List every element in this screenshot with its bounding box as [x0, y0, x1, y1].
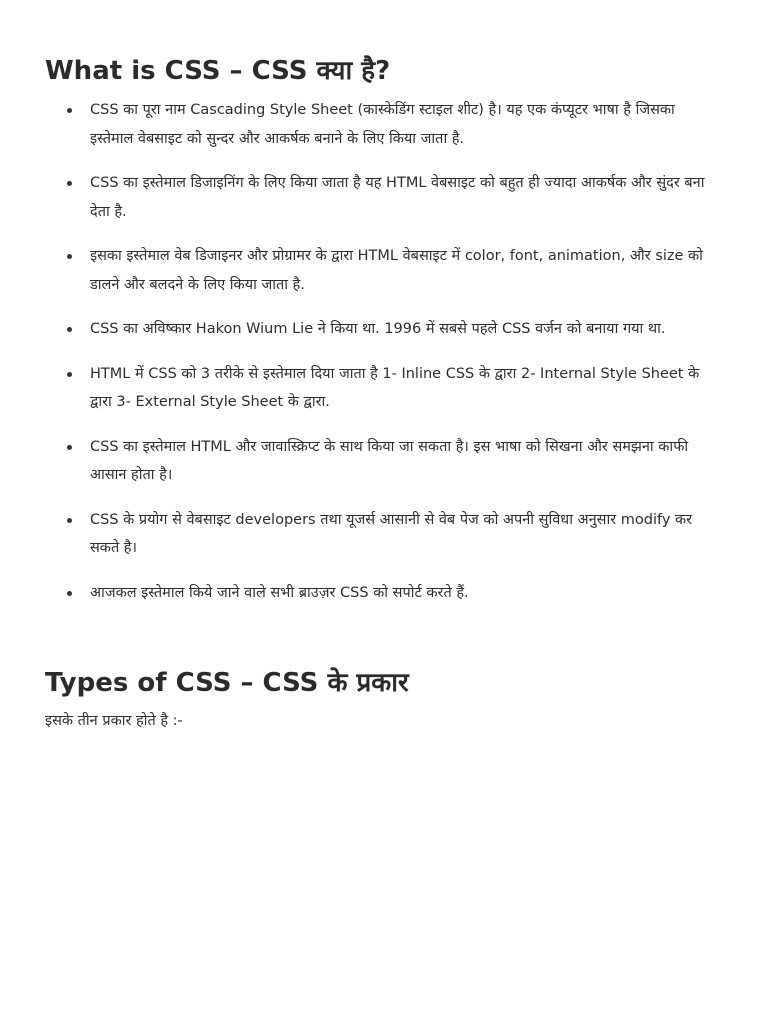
list-item	[0, 360, 768, 417]
list-item-text: CSS का पूरा नाम Cascading Style Sheet (कास्केडिंग स्टाइल शीट) है। यह एक कंप्यूटर भाषा है जिसका इस्तेमाल वेबसाइट को सुन्दर और आकर्षक बनाने के लिए किया जाता है.	[90, 102, 675, 147]
list-item-text: आजकल इस्तेमाल किये जाने वाले सभी ब्राउज़र CSS को सपोर्ट करते हैं.	[90, 584, 469, 601]
bullet-dot-icon	[67, 108, 72, 113]
bullet-dot-icon	[67, 181, 72, 186]
bullet-dot-icon	[67, 372, 72, 377]
bullet-dot-icon	[67, 591, 72, 596]
list-item	[0, 315, 768, 344]
list-item-text: इसका इस्तेमाल वेब डिजाइनर और प्रोग्रामर के द्वारा HTML वेबसाइट में color, font, animation, और size को डालने और बलदने के लिए किया जाता है.	[90, 248, 703, 293]
section-heading-what-is-css: What is CSS – CSS क्या है?	[45, 56, 391, 86]
bullet-dot-icon	[67, 254, 72, 259]
bullet-dot-icon	[67, 327, 72, 332]
css-facts-list	[0, 96, 768, 623]
list-item	[0, 242, 768, 299]
types-intro-text: इसके तीन प्रकार होते है :-	[45, 713, 183, 729]
list-item	[0, 433, 768, 490]
list-item-text: CSS के प्रयोग से वेबसाइट developers तथा यूजर्स आसानी से वेब पेज को अपनी सुविधा अनुसार modify कर सकते है।	[90, 511, 693, 556]
bullet-dot-icon	[67, 445, 72, 450]
bullet-dot-icon	[67, 518, 72, 523]
list-item-text: CSS का अविष्कार Hakon Wium Lie ने किया था. 1996 में सबसे पहले CSS वर्जन को बनाया गया था.	[90, 321, 666, 337]
list-item-text: CSS का इस्तेमाल HTML और जावास्क्रिप्ट के साथ किया जा सकता है। इस भाषा को सिखना और समझना काफी आसान होता है।	[90, 438, 689, 483]
list-item	[0, 579, 768, 608]
list-item	[0, 96, 768, 153]
list-item	[0, 506, 768, 563]
section-heading-types-of-css: Types of CSS – CSS के प्रकार	[45, 668, 409, 698]
list-item	[0, 169, 768, 226]
list-item-text: CSS का इस्तेमाल डिजाइनिंग के लिए किया जाता है यह HTML वेबसाइट को बहुत ही ज्यादा आकर्षक और सुंदर बना देता है.	[90, 175, 705, 220]
list-item-text: HTML में CSS को 3 तरीके से इस्तेमाल दिया जाता है 1- Inline CSS के द्वारा 2- Internal Style Sheet के द्वारा 3- External Style Sheet के द्वारा.	[90, 365, 700, 410]
